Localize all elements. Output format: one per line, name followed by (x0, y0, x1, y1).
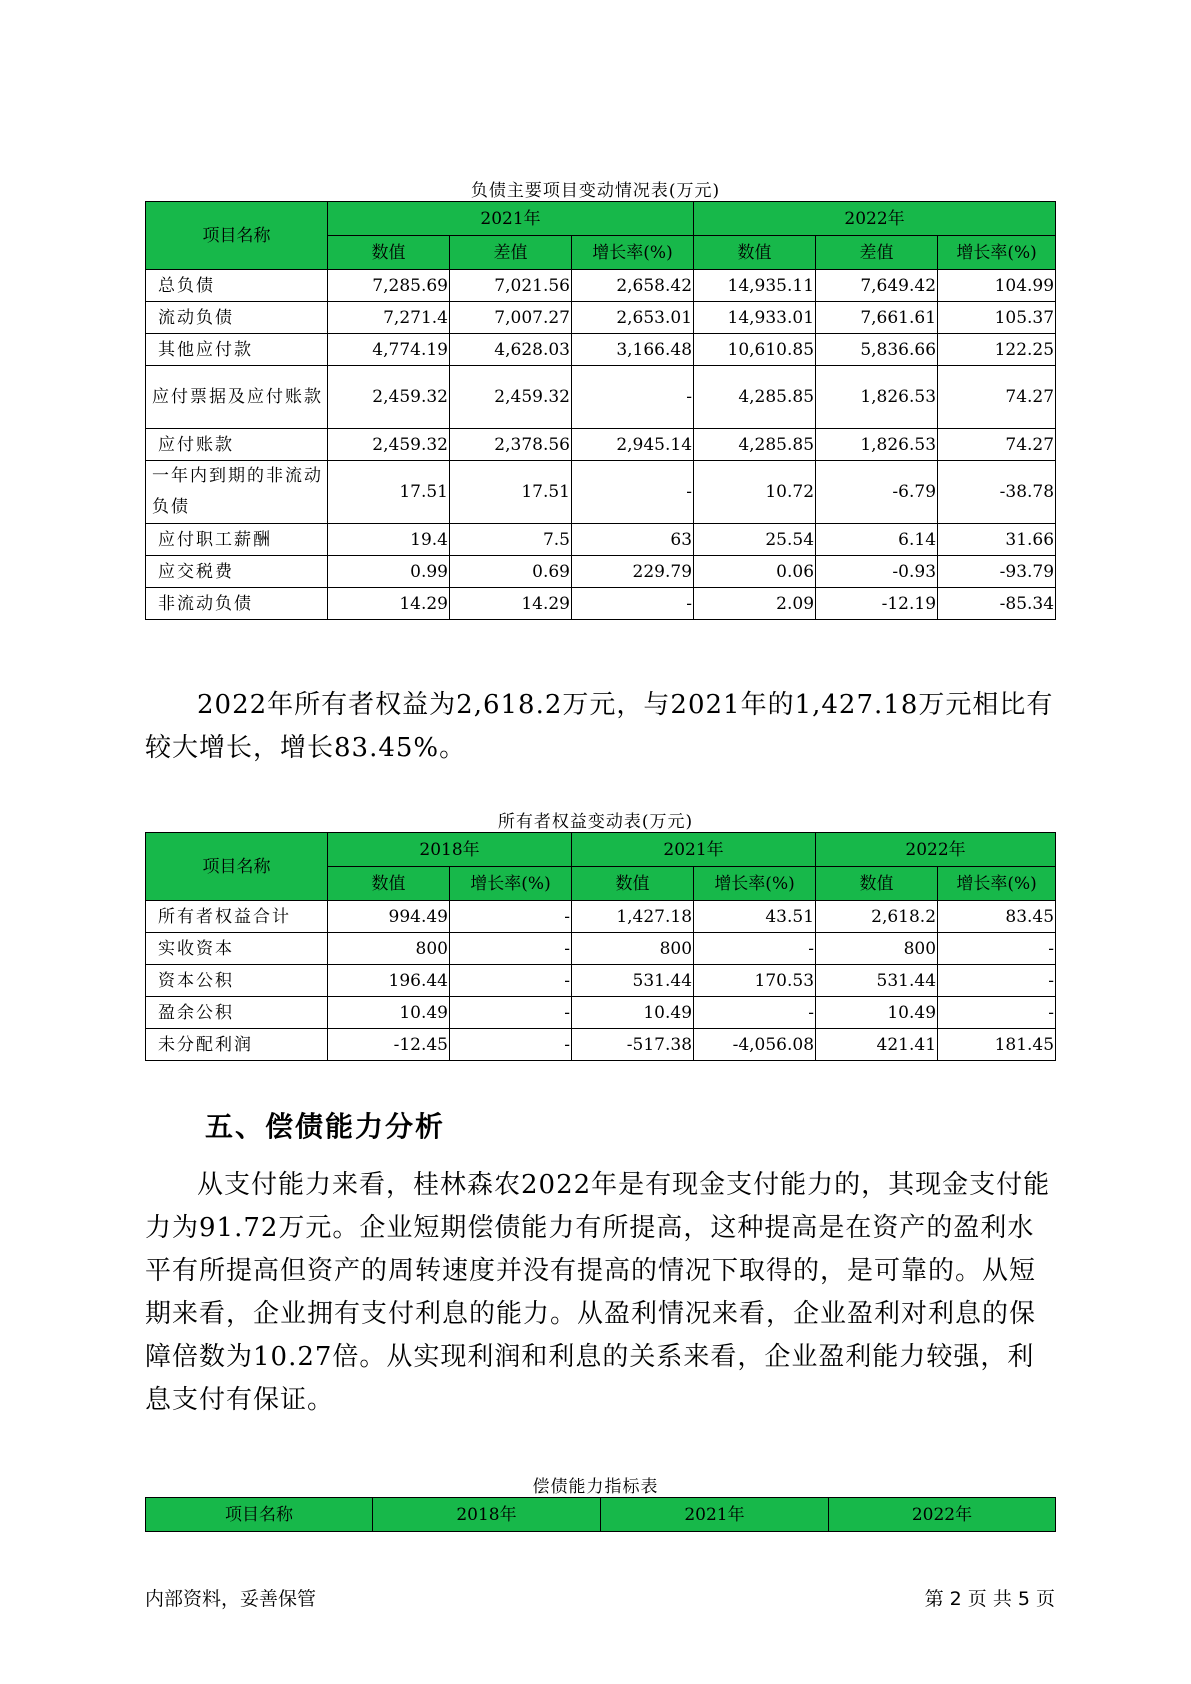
row-label: 应付职工薪酬 (146, 524, 328, 556)
table-cell: - (450, 933, 572, 965)
footer-note: 内部资料，妥善保管 (145, 1588, 317, 1610)
table-cell: 10.49 (328, 997, 450, 1029)
table-cell: -4,056.08 (694, 1029, 816, 1061)
solvency-table (145, 1497, 1056, 1532)
table-cell: 800 (328, 933, 450, 965)
sub-header: 差值 (816, 236, 938, 270)
table-cell: - (450, 1029, 572, 1061)
table-cell: 7,007.27 (450, 302, 572, 334)
name-header: 项目名称 (146, 202, 328, 270)
row-label: 未分配利润 (146, 1029, 328, 1061)
row-label: 流动负债 (146, 302, 328, 334)
table-cell: 2,459.32 (450, 366, 572, 429)
equity-table (145, 832, 1056, 1061)
table-cell: 5,836.66 (816, 334, 938, 366)
table-cell: 2,378.56 (450, 429, 572, 461)
table-cell: 83.45 (938, 901, 1056, 933)
equity-paragraph: 2022年所有者权益为2,618.2万元，与2021年的1,427.18万元相比有较大增长，增长83.45%。 (145, 690, 1054, 763)
table-cell: -6.79 (816, 461, 938, 524)
row-label: 总负债 (146, 270, 328, 302)
table-cell: 14.29 (328, 588, 450, 620)
table-cell: 2,945.14 (572, 429, 694, 461)
table-cell: 25.54 (694, 524, 816, 556)
table-cell: 1,427.18 (572, 901, 694, 933)
sub-header: 数值 (694, 236, 816, 270)
table-cell: 31.66 (938, 524, 1056, 556)
table-cell: 122.25 (938, 334, 1056, 366)
table-cell: - (572, 366, 694, 429)
table-cell: 7,649.42 (816, 270, 938, 302)
table-cell: 63 (572, 524, 694, 556)
table-cell: 7,021.56 (450, 270, 572, 302)
table-cell: - (694, 997, 816, 1029)
table-cell: 2,658.42 (572, 270, 694, 302)
table-cell: 994.49 (328, 901, 450, 933)
table-row (146, 997, 1056, 1029)
table-cell: 7,661.61 (816, 302, 938, 334)
table-row (146, 588, 1056, 620)
table-cell: 2,618.2 (816, 901, 938, 933)
row-label: 应交税费 (146, 556, 328, 588)
table-cell: 14.29 (450, 588, 572, 620)
table-cell: 105.37 (938, 302, 1056, 334)
table-cell: 196.44 (328, 965, 450, 997)
table-cell: 2,653.01 (572, 302, 694, 334)
table-cell: 6.14 (816, 524, 938, 556)
table-row (146, 901, 1056, 933)
table-row (146, 302, 1056, 334)
table-cell: 17.51 (450, 461, 572, 524)
sub-header: 增长率(%) (450, 867, 572, 901)
table-cell: -85.34 (938, 588, 1056, 620)
table-cell: 17.51 (328, 461, 450, 524)
sub-header: 增长率(%) (572, 236, 694, 270)
table-cell: 531.44 (572, 965, 694, 997)
table-cell: 14,933.01 (694, 302, 816, 334)
table-cell: 800 (572, 933, 694, 965)
table-cell: 10.49 (572, 997, 694, 1029)
table-cell: - (938, 997, 1056, 1029)
year-header: 2021年 (328, 202, 694, 236)
name-header: 项目名称 (146, 1498, 373, 1532)
table-cell: -38.78 (938, 461, 1056, 524)
year-header: 2018年 (373, 1498, 601, 1532)
table-cell: 0.06 (694, 556, 816, 588)
table-cell: 3,166.48 (572, 334, 694, 366)
row-label: 其他应付款 (146, 334, 328, 366)
table-row (146, 556, 1056, 588)
table-cell: 10,610.85 (694, 334, 816, 366)
year-header: 2022年 (694, 202, 1056, 236)
table-cell: 800 (816, 933, 938, 965)
row-label: 盈余公积 (146, 997, 328, 1029)
section-heading: 五、偿债能力分析 (205, 1110, 446, 1143)
row-label: 应付票据及应付账款 (146, 366, 328, 429)
table-cell: 181.45 (938, 1029, 1056, 1061)
name-header: 项目名称 (146, 833, 328, 901)
sub-header: 数值 (328, 236, 450, 270)
table-row (146, 366, 1056, 429)
table-cell: 4,774.19 (328, 334, 450, 366)
row-label: 资本公积 (146, 965, 328, 997)
table-cell: 74.27 (938, 429, 1056, 461)
year-header: 2022年 (829, 1498, 1056, 1532)
liability-table (145, 201, 1056, 620)
table-cell: 10.49 (816, 997, 938, 1029)
year-header: 2021年 (572, 833, 816, 867)
table-cell: -517.38 (572, 1029, 694, 1061)
table-row (146, 429, 1056, 461)
table-cell: -0.93 (816, 556, 938, 588)
table-cell: 7,271.4 (328, 302, 450, 334)
page-number: 第 2 页 共 5 页 (924, 1588, 1055, 1610)
row-label: 一年内到期的非流动负债 (146, 461, 328, 524)
table-cell: 10.72 (694, 461, 816, 524)
sub-header: 增长率(%) (694, 867, 816, 901)
table-cell: - (572, 461, 694, 524)
table-row (146, 270, 1056, 302)
table-cell: -12.19 (816, 588, 938, 620)
table-cell: 1,826.53 (816, 429, 938, 461)
table-cell: 1,826.53 (816, 366, 938, 429)
table-cell: 4,628.03 (450, 334, 572, 366)
sub-header: 增长率(%) (938, 236, 1056, 270)
table-cell: 104.99 (938, 270, 1056, 302)
table-cell: - (450, 901, 572, 933)
table-cell: -12.45 (328, 1029, 450, 1061)
table-row (146, 1029, 1056, 1061)
row-label: 应付账款 (146, 429, 328, 461)
table-cell: -93.79 (938, 556, 1056, 588)
year-header: 2018年 (328, 833, 572, 867)
table3-caption: 偿债能力指标表 (532, 1477, 659, 1497)
table-row (146, 965, 1056, 997)
table-cell: 43.51 (694, 901, 816, 933)
table-cell: 2.09 (694, 588, 816, 620)
table-cell: 0.69 (450, 556, 572, 588)
table-cell: - (450, 997, 572, 1029)
sub-header: 数值 (328, 867, 450, 901)
table-cell: - (938, 965, 1056, 997)
table-cell: 2,459.32 (328, 429, 450, 461)
table2-caption: 所有者权益变动表(万元) (497, 812, 694, 832)
table-cell: 531.44 (816, 965, 938, 997)
table-cell: 14,935.11 (694, 270, 816, 302)
row-label: 实收资本 (146, 933, 328, 965)
table-row (146, 933, 1056, 965)
year-header: 2022年 (816, 833, 1056, 867)
table-cell: - (450, 965, 572, 997)
table-row (146, 334, 1056, 366)
table1-caption: 负债主要项目变动情况表(万元) (470, 181, 721, 201)
year-header: 2021年 (601, 1498, 829, 1532)
table-cell: 421.41 (816, 1029, 938, 1061)
table-cell: 2,459.32 (328, 366, 450, 429)
table-cell: 229.79 (572, 556, 694, 588)
table-row (146, 524, 1056, 556)
table-cell: 7,285.69 (328, 270, 450, 302)
table-cell: 7.5 (450, 524, 572, 556)
sub-header: 差值 (450, 236, 572, 270)
table-cell: 19.4 (328, 524, 450, 556)
table-cell: 4,285.85 (694, 429, 816, 461)
table-cell: 170.53 (694, 965, 816, 997)
row-label: 非流动负债 (146, 588, 328, 620)
table-cell: - (572, 588, 694, 620)
row-label: 所有者权益合计 (146, 901, 328, 933)
table-cell: 4,285.85 (694, 366, 816, 429)
sub-header: 增长率(%) (938, 867, 1056, 901)
sub-header: 数值 (816, 867, 938, 901)
solvency-paragraph: 从支付能力来看，桂林森农2022年是有现金支付能力的，其现金支付能力为91.72万元。企业短期偿债能力有所提高，这种提高是在资产的盈利水平有所提高但资产的周转速度并没有提高的情况下取得的，是可靠的。从短期来看，企业拥有支付利息的能力。从盈利情况来看，企业盈利对利息的保障倍数为10.27倍。从实现利润和利息的关系来看，企业盈利能力较强，利息支付有保证。 (145, 1170, 1051, 1415)
table-cell: 74.27 (938, 366, 1056, 429)
table-cell: 0.99 (328, 556, 450, 588)
table-cell: - (694, 933, 816, 965)
table-cell: - (938, 933, 1056, 965)
table-row (146, 461, 1056, 524)
sub-header: 数值 (572, 867, 694, 901)
